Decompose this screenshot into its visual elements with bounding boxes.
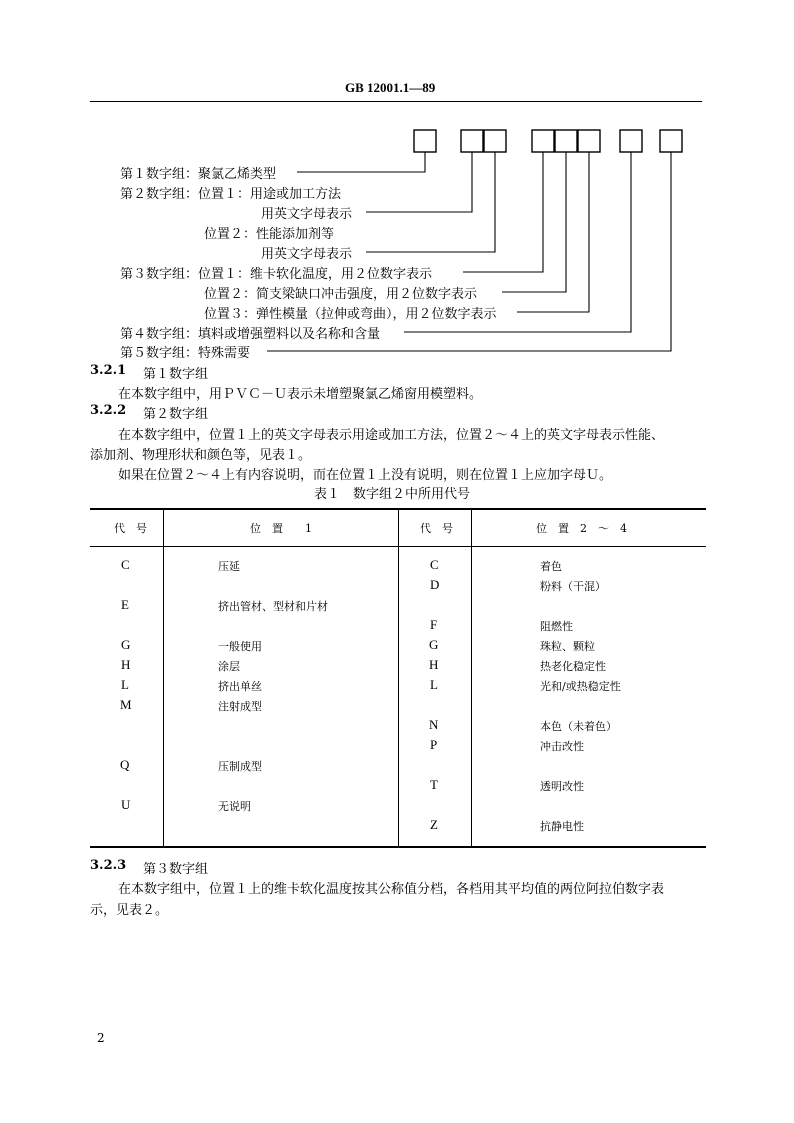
table-row-right-code: T [430, 777, 438, 792]
section-3-2-2-title: 第２数字组 [143, 407, 209, 422]
table-row-right-code: F [430, 617, 438, 632]
section-3-2-3-number: 3.2.3 [90, 858, 127, 873]
table-row-right-desc: 光和/或热稳定性 [540, 680, 621, 693]
table-row-right-desc: 着色 [540, 560, 562, 573]
table1-header-code-left: 代 号 [114, 522, 147, 535]
connector-group2-pos2 [366, 152, 495, 252]
table-row-left-code: M [120, 697, 132, 712]
table-row-right-desc: 珠粒、颗粒 [540, 640, 595, 653]
table-row-left-desc: 一般使用 [218, 640, 262, 653]
section-3-2-2-number: 3.2.2 [90, 403, 127, 418]
label-group4: 第４数字组：填料或增强塑料以及名称和含量 [120, 327, 381, 342]
label-group3-pos1: 第３数字组：位置１：维卡软化温度，用２位数字表示 [120, 267, 433, 282]
table-row-left-desc: 挤出管材、型材和片材 [218, 600, 328, 613]
table1-col-divider-2 [398, 509, 399, 847]
table-row-right-code: Z [430, 817, 438, 832]
section-3-2-3-body-line2: 示，见表２。 [90, 903, 169, 918]
table-row-right-code: N [429, 717, 439, 732]
label-group2-pos1: 第２数字组：位置１：用途或加工方法 [120, 187, 342, 202]
table-row-left-code: U [121, 797, 131, 812]
table1-header-position2-4: 位 置 2 ～ 4 [536, 522, 627, 535]
label-group1: 第１数字组：聚氯乙烯类型 [120, 167, 277, 182]
table-row-left-desc: 注射成型 [218, 700, 262, 713]
table-row-right-desc: 热老化稳定性 [540, 660, 606, 673]
table-row-left-code: G [121, 637, 131, 652]
box-group1 [414, 130, 436, 152]
table-row-left-code: H [121, 657, 131, 672]
table-row-right-code: C [430, 557, 439, 572]
table-row-right-code: H [429, 657, 439, 672]
connector-group3-pos2 [502, 152, 566, 292]
table1-header-code-right: 代 号 [420, 522, 453, 535]
table-row-right-code: D [430, 577, 440, 592]
section-3-2-2-body-line2: 添加剂、物理形状和颜色等，见表１。 [90, 448, 312, 463]
label-group5: 第５数字组：特殊需要 [120, 346, 251, 361]
table-row-left-code: C [121, 557, 130, 572]
connector-group2-pos1 [366, 152, 472, 212]
table-row-right-desc: 本色（未着色） [540, 720, 617, 733]
connector-group3-pos1 [463, 152, 543, 272]
section-3-2-1-number: 3.2.1 [90, 363, 127, 378]
table1-col-divider-3 [471, 509, 472, 847]
table-row-right-desc: 阻燃性 [540, 620, 573, 633]
table-row-left-desc: 挤出单丝 [218, 680, 262, 693]
box-group2-pos2 [484, 130, 506, 152]
table1-col-divider-1 [163, 509, 164, 847]
table-row-right-desc: 抗静电性 [540, 820, 584, 833]
box-group4 [620, 130, 642, 152]
table1-header-position1: 位 置 1 [250, 522, 312, 535]
page-number: 2 [97, 1031, 105, 1045]
label-group2-pos1-note: 用英文字母表示 [261, 207, 353, 222]
table-row-left-desc: 无说明 [218, 800, 251, 813]
table1-caption: 表１ 数字组２中所用代号 [314, 487, 471, 502]
table-row-left-code: L [121, 677, 129, 692]
table-row-right-desc: 粉料（干混） [540, 580, 606, 593]
box-group2-pos1 [461, 130, 483, 152]
section-3-2-2-body-line1: 在本数字组中，位置１上的英文字母表示用途或加工方法，位置２～４上的英文字母表示性能、 [118, 428, 665, 443]
box-group3-pos2 [555, 130, 577, 152]
doc-code: GB 12001.1—89 [345, 80, 436, 95]
table-row-right-desc: 冲击改性 [540, 740, 584, 753]
table-row-left-desc: 压延 [218, 560, 240, 573]
section-3-2-1-title: 第１数字组 [143, 367, 209, 382]
label-group2-pos2-note: 用英文字母表示 [261, 247, 353, 262]
box-group5 [660, 130, 682, 152]
connector-group3-pos3 [517, 152, 589, 312]
table-row-right-desc: 透明改性 [540, 780, 584, 793]
table-row-left-desc: 压制成型 [218, 760, 262, 773]
box-group3-pos1 [532, 130, 554, 152]
section-3-2-2-body-line3: 如果在位置２～４上有内容说明，而在位置１上没有说明，则在位置１上应加字母Ｕ。 [118, 468, 613, 483]
table-row-right-code: L [430, 677, 438, 692]
label-group3-pos2: 位置２：简支梁缺口冲击强度，用２位数字表示 [204, 287, 478, 302]
table-row-left-code: E [121, 597, 129, 612]
label-group3-pos3: 位置３：弹性模量（拉伸或弯曲），用２位数字表示 [204, 307, 497, 322]
box-group3-pos3 [578, 130, 600, 152]
table-row-right-code: P [430, 737, 438, 752]
connector-group1 [297, 152, 425, 172]
section-3-2-3-title: 第３数字组 [143, 862, 209, 877]
table-row-left-code: Q [120, 757, 130, 772]
section-3-2-3-body-line1: 在本数字组中，位置１上的维卡软化温度按其公称值分档，各档用其平均值的两位阿拉伯数字表 [118, 882, 665, 897]
section-3-2-1-body: 在本数字组中，用ＰＶＣ－Ｕ表示未增塑聚氯乙烯窗用模塑料。 [118, 387, 483, 402]
label-group2-pos2: 位置２：性能添加剂等 [204, 227, 335, 242]
table-row-right-code: G [429, 637, 439, 652]
table-row-left-desc: 涂层 [218, 660, 240, 673]
